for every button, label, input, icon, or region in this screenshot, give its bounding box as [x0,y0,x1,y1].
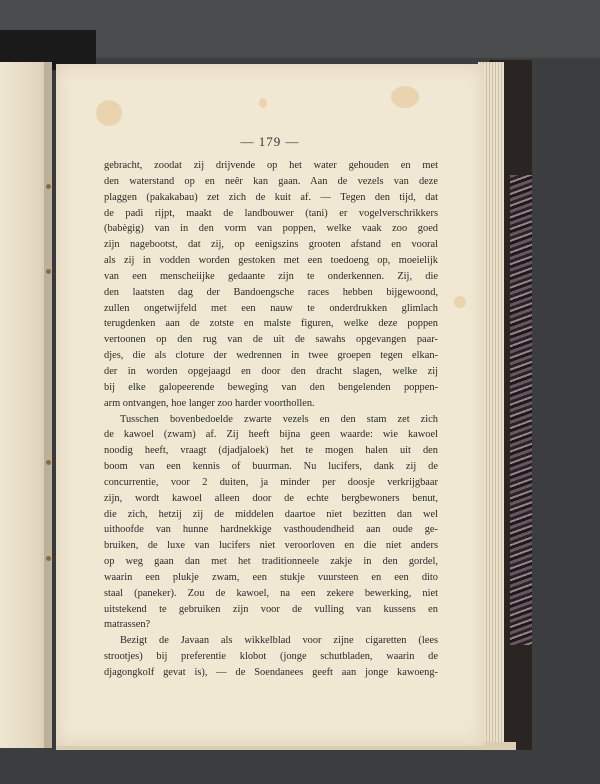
text-line: uitstekend te gebruiken zijn voor de vulling van kussens en [104,603,438,615]
text-line: gebracht, zoodat zij drijvende op het water gehouden en met [104,160,438,171]
body-text [104,158,438,681]
text-line: de kawoel (zwam) af. Zij heeft bijna geen waarde: wie kawoel [104,429,438,441]
binding-hole [46,460,51,465]
text-line: (babègig) van in den vorm van poppen, welke vaak zoo goed [104,223,438,235]
text-line: zullen ongetwijfeld met een nauw te onderdrukken glimlach [104,302,438,314]
text-line: den laatsten dag der Bandoengsche races hebben bijgewoond, [104,286,438,298]
text-line: bij elke galopeerende beweging van den bengelenden poppen- [104,381,438,393]
binding-hole [46,556,51,561]
text-line: strootjes) bij preferentie klobot (jonge schutbladen, waarin de [104,651,438,663]
text-line: zijn nagebootst, dat zij, op eenigszins grooten afstand en vooral [104,239,438,251]
text-line: van een menscheiijke gedaante zijn te onderkennen. Zij, die [104,270,438,282]
text-line: Bezigt de Javaan als wikkelblad voor zijne cigaretten (lees [120,635,438,647]
text-line: djes, die als cloture der wedrennen in twee groepen tegen elkan- [104,350,438,362]
text-line: noodig heeft, vraagt (djadjaloek) het te mogen halen uit den [104,445,438,457]
text-line: uithoofde van hunne hardnekkige vasthoudendheid aan oude ge- [104,524,438,536]
text-line: als zij in vodden worden gestoken met een toedoeng op, moeielijk [104,255,438,267]
text-line: der in worden opgejaagd en door den dracht slagen, welke zij [104,365,438,377]
text-line: terugdenken aan de zotste en malste figuren, welke deze poppen [104,318,438,330]
paper-stain [391,86,419,108]
binding-hole [46,269,51,274]
marbled-cover-edge [510,175,532,645]
text-line: bruiken, de luxe van lucifers niet veroorloven en die niet anders [104,540,438,552]
text-line: die zich, hetzij zij de middelen daartoe niet bezitten dan wel [104,508,438,520]
text-line: waarin een plukje zwam, een stukje vuursteen en een dito [104,571,438,583]
text-line: djagongkolf gevat is), — de Soendanees geeft aan jonge kawoeng- [104,667,438,678]
binding-hole [46,184,51,189]
text-line: plaggen (pakakabau) zet zich de kuit af. — Tegen den tijd, dat [104,191,438,203]
page-number: — 179 — [240,134,300,149]
text-line: den waterstand op en neêr kan gaan. Aan de vezels van deze [104,175,438,187]
text-line: de padi rijpt, maakt de landbouwer (tani) er vogelverschrikkers [104,207,438,219]
text-line: boom van een kennis of buurman. Nu lucifers, dank zij de [104,461,438,473]
right-page [56,64,484,746]
text-line: vertoonen op den rug van de uit de sawahs opgevangen paar- [104,334,438,346]
text-line: Tusschen bovenbedoelde zwarte vezels en den stam zet zich [120,413,438,425]
text-line: staal (paneker). Zou de kawoel, na een zekere bewerking, niet [104,587,438,599]
paper-stain [259,98,267,108]
text-line: concurrentie, voor 2 duiten, ja minder per doosje verkrijgbaar [104,476,438,488]
text-line: arm ontvangen, hoe langer zoo harder voorthollen. [104,397,315,409]
text-line: op weg gaan dan met het traditionneele zakje in den gordel, [104,556,438,568]
paper-stain [96,100,122,126]
paper-stain [454,296,466,308]
text-line: zijn, wordt kawoel alleen door de echte bergbewoners benut, [104,492,438,504]
text-line: matrassen? [104,619,151,631]
